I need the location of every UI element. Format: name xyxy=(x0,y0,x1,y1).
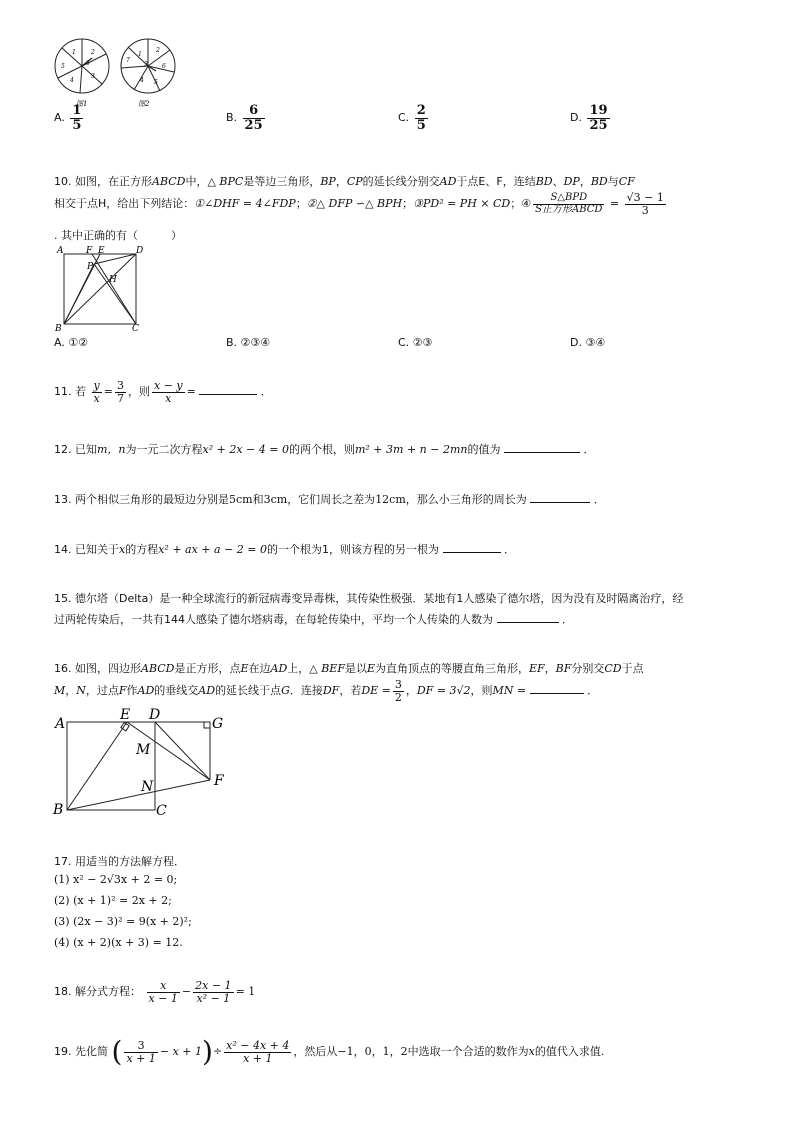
spinner-wheel-1 xyxy=(55,39,109,93)
option-letter: A. xyxy=(54,111,65,125)
right-paren: ) xyxy=(202,1035,213,1068)
q11-equals: = xyxy=(186,385,196,399)
label-A: A xyxy=(57,246,64,256)
svg-text:3: 3 xyxy=(91,73,95,80)
fraction-numerator: 3 xyxy=(394,678,402,691)
option-letter: C. xyxy=(398,111,410,125)
q19-fraction-1 xyxy=(124,1040,157,1064)
q13-value: 5cm xyxy=(229,493,253,506)
q10-text: 中， xyxy=(185,175,208,188)
label-F: F xyxy=(86,246,93,256)
label-D: D xyxy=(149,707,161,723)
question-number: 19. xyxy=(54,1045,72,1058)
label-B: B xyxy=(55,324,62,332)
label-H: H xyxy=(109,275,117,285)
q16-segment: CD xyxy=(604,662,622,675)
label-C: C xyxy=(156,803,167,816)
q16-line-2: M，N，过点F作AD的垂线交AD的延长线于点G．连接DF，若DE = $\frac{3}{2}$ ，DF = 3√2，则MN = ． xyxy=(54,678,599,704)
question-number: 13. xyxy=(54,493,72,506)
q9-option-d xyxy=(570,104,612,132)
q18-minus: − xyxy=(181,985,192,999)
q9-option-b xyxy=(226,104,267,132)
fraction-denominator: x − 1 xyxy=(148,991,178,1005)
q17-item-3: (3) (2x − 3)² = 9(x + 2)²; xyxy=(54,915,192,928)
label-E: E xyxy=(120,707,131,723)
q16-df: DF = 3√2 xyxy=(416,684,471,698)
q16-mn: MN = xyxy=(492,684,527,698)
q12-text: 为一元二次方程 xyxy=(125,443,203,456)
label-D: D xyxy=(136,246,144,256)
q16-text: ，若 xyxy=(339,684,362,698)
square-with-equilateral-triangle xyxy=(54,242,149,332)
q19-values: −1，0，1，2 xyxy=(337,1045,408,1058)
q15-line-2 xyxy=(54,611,573,627)
q13-value: 3cm xyxy=(263,493,288,506)
q10-text: 于点E、F，连结 xyxy=(456,175,536,188)
q18-equals: = 1 xyxy=(235,985,256,999)
q16-text: 的延长线于点 xyxy=(215,684,282,698)
q11-text: 若 xyxy=(75,385,86,399)
q14-equation: x² + ax + a − 2 = 0 xyxy=(158,543,267,556)
answer-blank[interactable] xyxy=(530,693,584,694)
svg-text:2: 2 xyxy=(91,49,95,56)
q10-line-1: 10. 如图，在正方形ABCD中，△ BPC是等边三角形，BP，CP的延长线分别交AD于点E、F，连结BD、DP，BD与CF xyxy=(54,175,635,188)
spinner-wheels-figure xyxy=(50,38,190,110)
q16-text: 的垂线交 xyxy=(154,684,199,698)
spinner-wheel-2 xyxy=(121,39,175,93)
q18-fraction-2 xyxy=(193,980,233,1004)
q16-text: 如图，四边形 xyxy=(75,662,141,675)
fraction-numerator: 3 xyxy=(124,1040,157,1053)
q11-equals: = xyxy=(103,385,113,399)
q11 xyxy=(54,380,272,404)
q16-text: 为直角顶点的等腰直角三角形， xyxy=(375,662,529,675)
answer-blank[interactable] xyxy=(443,552,501,553)
q19-var: x xyxy=(528,1045,535,1058)
q16-triangle: △ BEF xyxy=(309,662,345,675)
q10-option-a: A. ①② xyxy=(54,336,89,349)
q10-conclusion-4: ④ xyxy=(521,197,532,211)
q10-ratio-fraction xyxy=(625,192,666,216)
fraction-numerator: 3 xyxy=(116,379,124,392)
q12-equation: x² + 2x − 4 = 0 xyxy=(202,443,289,456)
fraction-denominator: x + 1 xyxy=(126,1051,156,1065)
q16-point: M xyxy=(54,684,66,698)
fraction-numerator: S△BPD xyxy=(533,193,604,205)
svg-text:6: 6 xyxy=(162,63,166,70)
q15-end: ． xyxy=(562,613,573,626)
q15-text: 德尔塔（Delta）是一种全球流行的新冠病毒变异毒株，其传染性极强．某地有1人感染了德尔塔，因为没有及时隔离治疗，经 xyxy=(75,592,684,605)
q19-divide: ÷ xyxy=(212,1045,223,1058)
q13-end: ． xyxy=(593,493,605,506)
q19-text: 的值代入求值. xyxy=(534,1045,605,1058)
fraction-denominator: 5 xyxy=(72,117,82,133)
q17-title xyxy=(54,853,185,869)
q10-option-b: B. ②③④ xyxy=(226,336,271,349)
q16-end: ． xyxy=(587,684,599,698)
label-B: B xyxy=(53,802,64,816)
q17-item-4: (4) (x + 2)(x + 3) = 12. xyxy=(54,936,183,949)
option-fraction xyxy=(587,104,609,132)
q16-segment: EF xyxy=(529,662,545,675)
q10-conclusion-2: ②△ DFP ∽△ BPH xyxy=(306,197,403,211)
fraction-denominator: x² − 1 xyxy=(196,991,231,1005)
q10-option-c: C. ②③ xyxy=(398,336,433,349)
q10-text: 如图，在正方形 xyxy=(75,175,152,188)
q10-option-d: D. ③④ xyxy=(570,336,606,349)
q17-item-2: (2) (x + 1)² = 2x + 2; xyxy=(54,894,172,907)
q15-line-1 xyxy=(54,590,683,606)
q16-text: ，则 xyxy=(470,684,493,698)
q15-text: 过两轮传染后，一共有144人感染了德尔塔病毒，在每轮传染中，平均一个人传染的人数为 xyxy=(54,613,493,626)
q19-text: 中选取一个合适的数作为 xyxy=(407,1045,529,1058)
q9-option-c xyxy=(398,104,430,132)
answer-blank[interactable] xyxy=(504,452,580,453)
question-number: 11. xyxy=(54,385,72,399)
q19-text: ，然后从 xyxy=(293,1045,338,1058)
q14 xyxy=(54,541,515,557)
fraction-numerator: 2x − 1 xyxy=(195,979,232,992)
q11-end: ． xyxy=(260,385,272,399)
fig2-label: 图2 xyxy=(138,100,150,108)
q14-end: ． xyxy=(504,543,515,556)
q12-end: ． xyxy=(583,443,595,456)
q16-text: ，过点 xyxy=(85,684,119,698)
q10-ad: AD xyxy=(439,175,457,188)
q10-cp: CP xyxy=(346,175,363,188)
label-C: C xyxy=(132,324,139,332)
q16-line-1: 16. 如图，四边形ABCD是正方形，点E在边AD上，△ BEF是以E为直角顶点的等腰直角三角形，EF，BF分别交CD于点 xyxy=(54,662,644,675)
q16-segment: BF xyxy=(555,662,572,675)
svg-text:2: 2 xyxy=(156,47,160,54)
q16-point: E xyxy=(366,662,375,675)
option-fraction xyxy=(415,104,428,132)
q10-cf: CF xyxy=(618,175,635,188)
q19 xyxy=(54,1035,605,1068)
fraction-numerator: √3 − 1 xyxy=(626,191,664,204)
option-letter: B. xyxy=(226,111,238,125)
svg-text:7: 7 xyxy=(126,57,130,64)
q17-text: 用适当的方法解方程． xyxy=(75,855,185,868)
q16-text: 作 xyxy=(126,684,138,698)
question-number: 18. xyxy=(54,985,72,999)
fraction-denominator: x + 1 xyxy=(243,1051,273,1065)
q16-point: G xyxy=(281,684,290,698)
q10-text: 相交于点H，给出下列结论： xyxy=(54,197,195,211)
svg-text:6: 6 xyxy=(86,60,90,67)
label-M: M xyxy=(136,742,151,758)
q16-text: 是正方形，点 xyxy=(174,662,241,675)
q10-figure xyxy=(54,242,149,332)
question-number: 15. xyxy=(54,592,72,605)
q14-text: 已知关于 xyxy=(75,543,119,556)
q12-roots: m，n xyxy=(97,443,126,456)
q17-item-1: (1) x² − 2√3x + 2 = 0; xyxy=(54,873,178,886)
q16-text: 于点 xyxy=(621,662,644,675)
q11-expression xyxy=(152,380,185,404)
option-fraction xyxy=(243,104,265,132)
square-with-right-triangle xyxy=(52,704,232,816)
q16-point: E xyxy=(240,662,249,675)
q19-fraction-2 xyxy=(224,1040,291,1064)
q12 xyxy=(54,441,594,457)
svg-text:5: 5 xyxy=(61,63,65,70)
fraction-numerator: 6 xyxy=(243,104,265,119)
q9-option-a xyxy=(54,104,85,132)
answer-blank[interactable] xyxy=(530,502,590,503)
fig1-label: 图1 xyxy=(76,100,88,108)
q12-text: 已知 xyxy=(75,443,97,456)
q16-text: 是以 xyxy=(344,662,367,675)
q16-point: F xyxy=(118,684,127,698)
fraction-denominator: 25 xyxy=(589,117,608,133)
q16-text: ．连接 xyxy=(289,684,323,698)
svg-text:1: 1 xyxy=(72,49,76,56)
svg-text:1: 1 xyxy=(138,51,142,58)
q13-text: ，那么小三角形的周长为 xyxy=(405,493,527,506)
q16-segment: DF xyxy=(322,684,340,698)
fraction-numerator: x² − 4x + 4 xyxy=(226,1038,290,1052)
q10-line-2: 相交于点H，给出下列结论：①∠DHF = 4∠FDP；②△ DFP ∽△ BPH；③PD² = PH × CD；④ $\frac{\text{S△BPD}}{\text{S正方形ABCD}}$ = $\frac{√3 - 1}{3}$ xyxy=(54,191,664,217)
q12-expression: m² + 3m + n − 2mn xyxy=(354,443,468,456)
answer-blank[interactable] xyxy=(497,622,559,623)
svg-text:4: 4 xyxy=(70,77,74,84)
q16-de-fraction xyxy=(393,679,404,703)
svg-text:4: 4 xyxy=(140,77,144,84)
q18-text: 解分式方程： xyxy=(75,985,141,999)
q13 xyxy=(54,491,605,507)
left-paren: ( xyxy=(111,1035,123,1068)
q16-point: N xyxy=(76,684,86,698)
fraction-denominator: x xyxy=(93,391,100,405)
q10-bp: BP xyxy=(320,175,336,188)
fraction-denominator: S正方形ABCD xyxy=(535,203,603,215)
q19-text: 先化简 xyxy=(75,1045,108,1058)
q16-text: 上， xyxy=(287,662,310,675)
q10-text: 与 xyxy=(607,175,619,188)
q11-value xyxy=(115,380,126,404)
q16-text: 分别交 xyxy=(571,662,605,675)
q11-ratio xyxy=(92,380,102,404)
q10-conclusion-3: ③PD² = PH × CD xyxy=(413,197,511,211)
q18-fraction-1 xyxy=(147,980,180,1004)
q18 xyxy=(54,980,255,1004)
q10-dp: DP xyxy=(563,175,580,188)
q11-text: ，则 xyxy=(127,385,150,399)
q16-figure xyxy=(52,704,232,816)
q10-conclusion-1: ①∠DHF = 4∠FDP xyxy=(194,197,296,211)
q13-text: 和 xyxy=(252,493,264,506)
question-number: 17. xyxy=(54,855,72,868)
q16-segment: AD xyxy=(198,684,216,698)
fraction-denominator: 5 xyxy=(416,117,426,133)
q14-var: x xyxy=(119,543,126,556)
q14-text: 的方程 xyxy=(125,543,159,556)
q10-area-fraction xyxy=(533,193,604,215)
fraction-numerator: 19 xyxy=(589,103,608,118)
fraction-denominator: 2 xyxy=(394,690,402,704)
label-N: N xyxy=(141,779,154,795)
question-number: 16. xyxy=(54,662,72,675)
option-letter: D. xyxy=(570,111,582,125)
q10-line-3 xyxy=(54,227,182,243)
q16-de: DE = xyxy=(361,684,391,698)
fraction-denominator: 3 xyxy=(641,203,649,217)
q10-text: 是等边三角形， xyxy=(243,175,321,188)
fraction-numerator: x xyxy=(147,980,180,993)
label-P: P xyxy=(87,262,94,272)
label-A: A xyxy=(55,716,66,732)
q16-segment: AD xyxy=(137,684,155,698)
q10-bd: BD xyxy=(535,175,553,188)
fraction-numerator: 2 xyxy=(416,103,426,118)
q10-text: 的延长线分别交 xyxy=(362,175,440,188)
fraction-numerator: y xyxy=(93,379,100,392)
question-number: 14. xyxy=(54,543,72,556)
q10-square: ABCD xyxy=(152,175,186,188)
fraction-numerator: 1 xyxy=(72,103,82,118)
label-F: F xyxy=(214,773,224,789)
q10-bd: BD xyxy=(590,175,608,188)
answer-blank[interactable] xyxy=(199,394,257,395)
option-fraction xyxy=(70,104,83,132)
q13-value: 12cm xyxy=(375,493,406,506)
fraction-denominator: 7 xyxy=(116,391,124,405)
fraction-denominator: 25 xyxy=(244,117,263,133)
q16-square: ABCD xyxy=(141,662,175,675)
q10-triangle: △ BPC xyxy=(207,175,244,188)
q12-text: 的两个根，则 xyxy=(288,443,355,456)
q16-segment: AD xyxy=(270,662,288,675)
svg-text:5: 5 xyxy=(154,79,158,86)
label-E: E xyxy=(98,246,105,256)
fraction-numerator: x − y xyxy=(153,379,183,392)
q12-text: 的值为 xyxy=(467,443,501,456)
question-number: 10. xyxy=(54,175,72,188)
question-number: 12. xyxy=(54,443,72,456)
q14-text: 的一个根为1，则该方程的另一根为 xyxy=(267,543,439,556)
q9-figures xyxy=(50,38,190,110)
label-G: G xyxy=(212,716,224,732)
q13-text: 两个相似三角形的最短边分别是 xyxy=(75,493,229,506)
q13-text: ，它们周长之差为 xyxy=(287,493,376,506)
q10-text: . 其中正确的有（ ） xyxy=(54,229,182,242)
svg-text:3: 3 xyxy=(144,61,148,68)
q19-expression: − x + 1 xyxy=(159,1045,202,1058)
q16-text: 在边 xyxy=(248,662,271,675)
fraction-denominator: x xyxy=(165,391,172,405)
